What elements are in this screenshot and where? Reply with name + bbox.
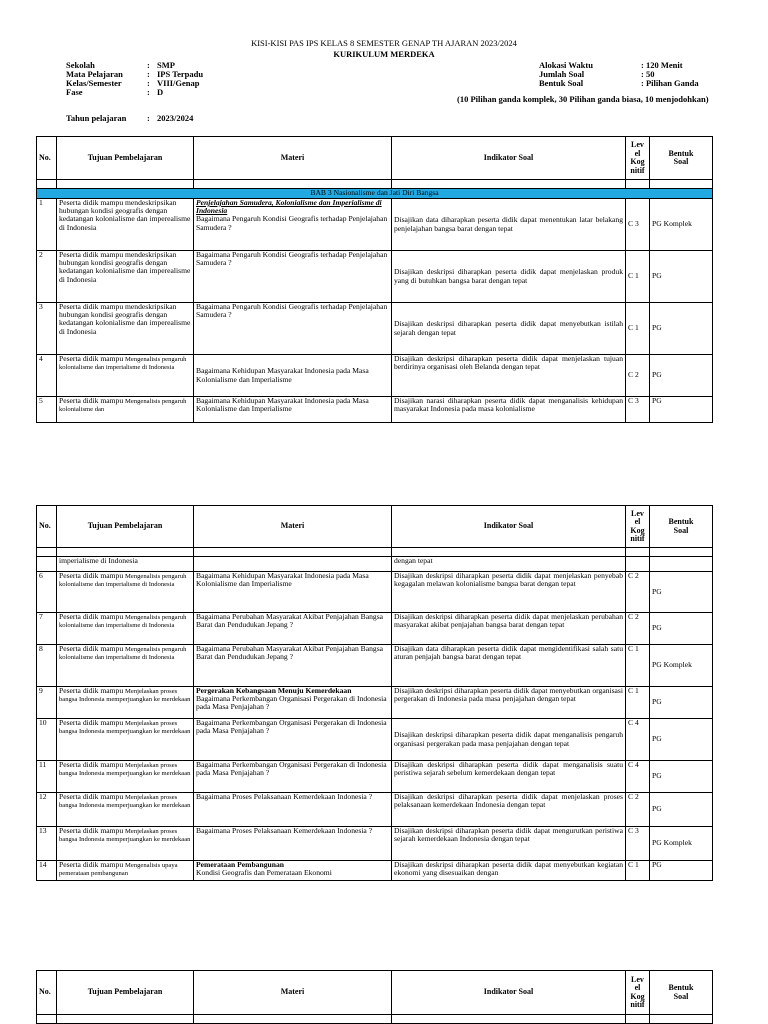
tahun-pelajaran: Tahun pelajaran : 2023/2024: [66, 113, 194, 123]
header-bentuk: Bentuk Soal: [650, 506, 713, 548]
header-materi: Materi: [194, 971, 392, 1015]
table-row: 9 Peserta didik mampu Menjelaskan proses bangsa Indonesia memperjuangkan ke merdekaan Pergerakan Kebangsaan Menuju Kemerdekaan Bagaimana Perkembangan Organisasi Pergerakan di Indonesia pada Masa Penjajahan ? Disajikan deskripsi diharapkan peserta didik dapat menyebutkan organisasi pergerakan di Indonesia pada masa penjajahan dengan tepat C 1 PG: [37, 687, 713, 719]
table-header-row: [37, 506, 713, 548]
doc-title: KISI-KISI PAS IPS KELAS 8 SEMESTER GENAP TH AJARAN 2023/2024: [251, 38, 517, 48]
bab-row: [37, 189, 713, 199]
header-materi: Materi: [194, 506, 392, 548]
table-row: 4 Peserta didik mampu Mengenalisis pengaruh kolonialisme dan imperialisme di Indonesia Bagaimana Kehidupan Masyarakat Indonesia pada Masa Kolonialisme dan Imperialisme Disajikan deskripsi diharapkan peserta didik dapat menjelaskan tujuan berdirinya organisasi oleh Belanda dengan tepat C 2 PG: [37, 355, 713, 397]
header-level: Lev el Kog nitif: [626, 971, 650, 1015]
table-row: 12 Peserta didik mampu Menjelaskan proses bangsa Indonesia memperjuangkan ke merdekaan Bagaimana Proses Pelaksanaan Kemerdekaan Indonesia ? Disajikan deskripsi diharapkan peserta didik dapat menjelaskan proses pelaksanaan kemerdekaan Indonesia dengan tepat C 2 PG: [37, 793, 713, 827]
meta-value: VIII/Genap: [157, 78, 200, 88]
meta-value: SMP: [157, 60, 175, 70]
table-row: 13 Peserta didik mampu Menjelaskan proses bangsa Indonesia memperjuangkan ke merdekaan Bagaimana Proses Pelaksanaan Kemerdekaan Indonesia ? Disajikan deskripsi diharapkan peserta didik dapat mengurutkan peristiwa sejarah kemerdekaan Indonesia dengan tepat C 3 PG Komplek: [37, 827, 713, 861]
meta-note: (10 Pilihan ganda komplek, 30 Pilihan ganda biasa, 10 menjodohkan): [457, 94, 709, 104]
header-materi: Materi: [194, 137, 392, 180]
table-row: 3 Peserta didik mampu mendeskripsikan hubungan kondisi geografis dengan kedatangan kolonialisme dan imperealisme di Indonesia Bagaimana Pengaruh Kondisi Geografis terhadap Penjelajahan Samudera ? Disajikan deskripsi diharapkan peserta didik dapat menyebutkan istilah sejarah dengan tepat C 1 PG: [37, 303, 713, 355]
header-no: No.: [37, 506, 57, 548]
meta-label: Bentuk Soal: [539, 78, 584, 88]
header-no: No.: [37, 137, 57, 180]
meta-right: [539, 61, 699, 88]
table-header-row: [37, 137, 713, 180]
meta-left: Sekolah : SMP Mata Pelajaran : IPS Terpadu Kelas/Semester : VIII/Genap Fase : D: [66, 60, 204, 97]
table-row-continued: imperialisme di Indonesia dengan tepat: [37, 557, 713, 572]
meta-value: IPS Terpadu: [157, 69, 204, 79]
header-tujuan: Tujuan Pembelajaran: [57, 971, 194, 1015]
header-bentuk: Bentuk Soal: [650, 971, 713, 1015]
header-bentuk: Bentuk Soal: [650, 137, 713, 180]
meta-label: Alokasi Waktu: [539, 60, 593, 70]
header-indikator: Indikator Soal: [392, 506, 626, 548]
meta-label: Mata Pelajaran: [66, 69, 123, 79]
meta-label: Jumlah Soal: [539, 69, 585, 79]
spacer-row: [37, 180, 713, 189]
meta-label: Fase: [66, 87, 83, 97]
table-row: 1 Peserta didik mampu mendeskripsikan hubungan kondisi geografis dengan kedatangan kolonialisme dan imperealisme di Indonesia Penjelajahan Samudera, Kolonialisme dan Imperialisme di Indonesia Bagaimana Pengaruh Kondisi Geografis terhadap Penjelajahan Samudera ? Disajikan data diharapkan peserta didik dapat menentukan latar belakang penjelajahan bangsa barat dengan tepat C 3 PG Komplek: [37, 199, 713, 251]
meta-value: : 50: [641, 69, 655, 79]
table-row: 10 Peserta didik mampu Menjelaskan proses bangsa Indonesia memperjuangkan ke merdekaan Bagaimana Perkembangan Organisasi Pergerakan di Indonesia pada Masa Penjajahan ? Disajikan deskripsi diharapkan peserta didik dapat menganalisis pengaruh organisasi pergerakan pada masa penjajahan dengan tepat C 4 PG: [37, 719, 713, 761]
bab-title: BAB 3 Nasionalisme dan Jati Diri Bangsa: [37, 189, 713, 199]
meta-value: : 120 Menit: [641, 60, 683, 70]
spacer-row: [37, 548, 713, 557]
meta-value: : Pilihan Ganda: [641, 78, 699, 88]
header-indikator: Indikator Soal: [392, 971, 626, 1015]
header-level: Lev el Kog nitif: [626, 506, 650, 548]
meta-label: Sekolah: [66, 60, 95, 70]
meta-label: Kelas/Semester: [66, 78, 122, 88]
table-row: 14 Peserta didik mampu Mengenalisis upaya pemerataan pembangunan Pemerataan Pembangunan Kondisi Geografis dan Pemerataan Ekonomi Disajikan deskripsi diharapkan peserta didik dapat menyebutkan kegiatan ekonomi yang disesuaikan dengan C 1 PG: [37, 861, 713, 881]
table-header-row: [37, 971, 713, 1015]
table-row: 7 Peserta didik mampu Mengenalisis pengaruh kolonialisme dan imperialisme di Indonesia Bagaimana Perubahan Masyarakat Akibat Penjajahan Bangsa Barat dan Pendudukan Jepang ? Disajikan deskripsi diharapkan peserta didik dapat menjelaskan perubahan masyarakat akibat penjajahan bangsa barat dengan tepat C 2 PG: [37, 613, 713, 645]
header-tujuan: Tujuan Pembelajaran: [57, 506, 194, 548]
header-level: Lev el Kog nitif: [626, 137, 650, 180]
table-row: 8 Peserta didik mampu Mengenalisis pengaruh kolonialisme dan imperialisme di Indonesia Bagaimana Perubahan Masyarakat Akibat Penjajahan Bangsa Barat dan Pendudukan Jepang ? Disajikan data diharapkan peserta didik dapat mengidentifikasi salah satu aturan penjajah bangsa barat dengan tepat C 1 PG Komplek: [37, 645, 713, 687]
kisi-table-3: [36, 970, 713, 1024]
doc-subtitle: KURIKULUM MERDEKA: [333, 49, 435, 59]
table-row: 5 Peserta didik mampu Mengenalisis pengaruh kolonialisme dan Bagaimana Kehidupan Masyarakat Indonesia pada Masa Kolonialisme dan Imperialisme Disajikan narasi diharapkan peserta didik dapat menganalisis kehidupan masyarakat Indonesia pada masa kolonialisme C 3 PG: [37, 397, 713, 423]
table-row: 2 Peserta didik mampu mendeskripsikan hubungan kondisi geografis dengan kedatangan kolonialisme dan imperealisme di Indonesia Bagaimana Pengaruh Kondisi Geografis terhadap Penjelajahan Samudera ? Disajikan deskripsi diharapkan peserta didik dapat menjelaskan produk yang di butuhkan bangsa barat dengan tepat C 1 PG: [37, 251, 713, 303]
table-row: 6 Peserta didik mampu Mengenalisis pengaruh kolonialisme dan imperialisme di Indonesia Bagaimana Kehidupan Masyarakat Indonesia pada Masa Kolonialisme dan Imperialisme Disajikan deskripsi diharapkan peserta didik dapat menjelaskan penyebab kegagalan melawan kolonialisme bangsa barat dengan tepat C 2 PG: [37, 572, 713, 613]
kisi-table-2: [36, 505, 713, 881]
meta-value: D: [157, 87, 164, 97]
header-tujuan: Tujuan Pembelajaran: [57, 137, 194, 180]
header-no: No.: [37, 971, 57, 1015]
kisi-table-1: [36, 136, 713, 423]
table-row: 11 Peserta didik mampu Menjelaskan proses bangsa Indonesia memperjuangkan ke merdekaan Bagaimana Perkembangan Organisasi Pergerakan di Indonesia pada Masa Penjajahan ? Disajikan deskripsi diharapkan peserta didik dapat menganalisis suatu peristiwa sejarah sebelum kemerdekaan dengan tepat C 4 PG: [37, 761, 713, 793]
spacer-row: [37, 1015, 713, 1024]
header-indikator: Indikator Soal: [392, 137, 626, 180]
